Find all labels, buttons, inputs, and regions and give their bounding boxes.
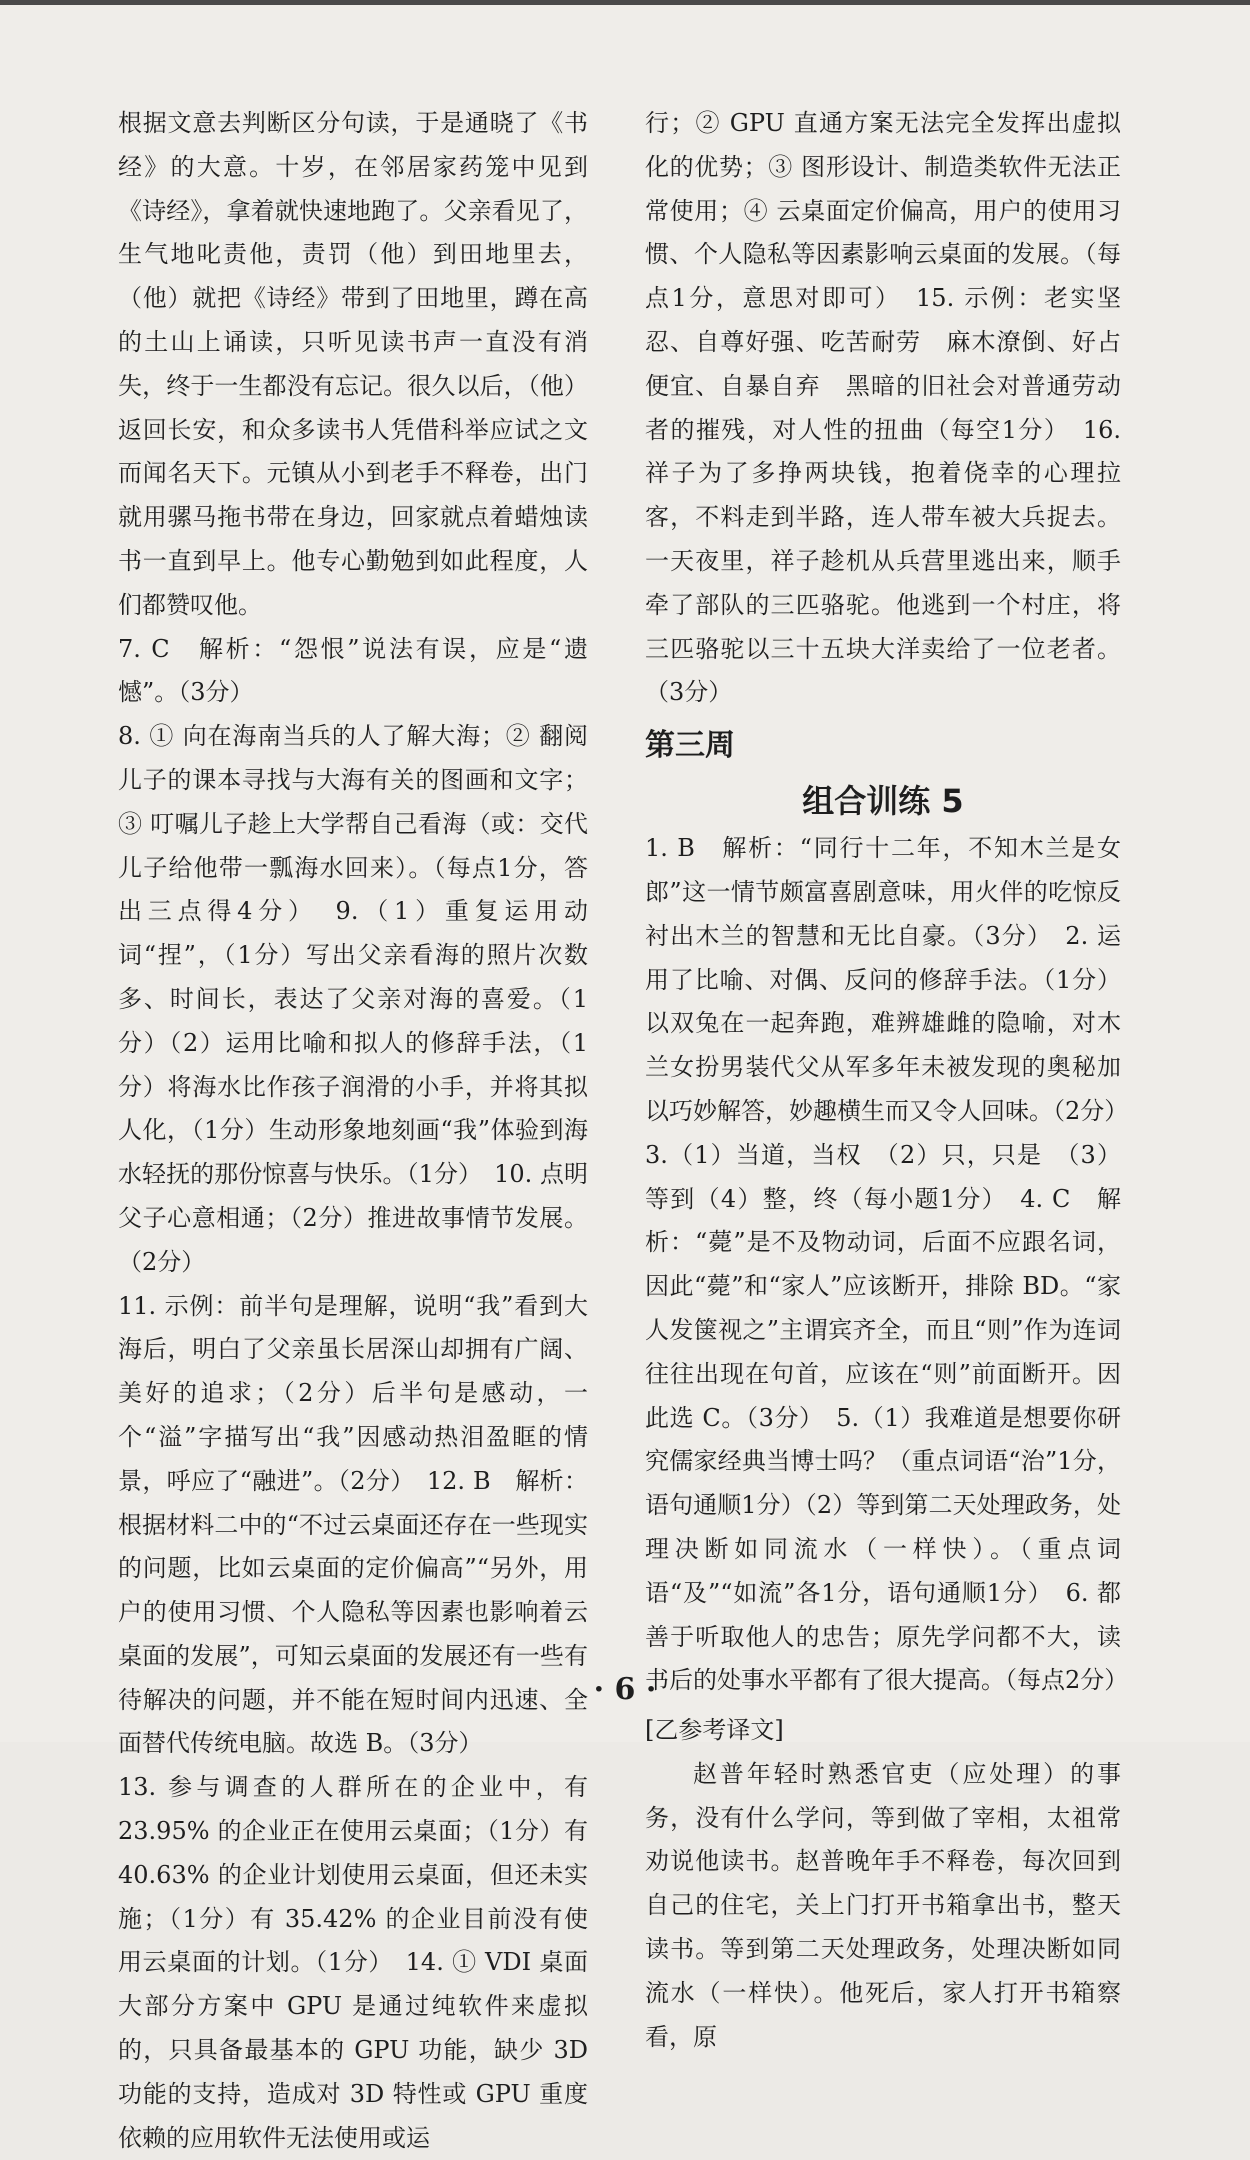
week-heading: 第三周 (645, 728, 735, 764)
left-paragraph-translation-cont: 根据文意去判断区分句读，于是通晓了《书经》的大意。十岁，在邻居家药笼中见到《诗经》，拿着就快速地跑了。父亲看见了，生气地叱责他，责罚（他）到田地里去，（他）就把《诗经》带到了田地里，蹲在高的土山上诵读，只听见读书声一直没有消失，终于一生都没有忘记。很久以后，（他）返回长安，和众多读书人凭借科举应试之文而闻名天下。元镇从小到老手不释卷，出门就用骡马拖书带在身边，回家就点着蜡烛读书一直到早上。他专心勤勉到如此程度，人们都赞叹他。 (118, 109, 588, 619)
answer-7: 7. C 解析：“怨恨”说法有误，应是“遗憾”。（3分） (118, 634, 588, 707)
answer-13-14: 13. 参与调查的人群所在的企业中，有 23.95% 的企业正在使用云桌面；（1分）有 40.63% 的企业计划使用云桌面，但还未实施；（1分）有 35.42% 的企业目前没有使用云桌面的计划。（1分） 14. ① VDI 桌面大部分方案中 GPU 是通过纯软件来虚拟的，只具备最基本的 GPU 功能，缺少 3D 功能的支持，造成对 3D 特性或 GPU 重度依赖的应用软件无法使用或运 (118, 1773, 588, 2152)
answer-8-10: 8. ① 向在海南当兵的人了解大海；② 翻阅儿子的课本寻找与大海有关的图画和文字；③ 叮嘱儿子趁上大学帮自己看海（或：交代儿子给他带一瓢海水回来）。（每点1分，答出三点得4分） 9.（1）重复运用动词“捏”，（1分）写出父亲看海的照片次数多、时间长，表达了父亲对海的喜爱。（1分）（2）运用比喻和拟人的修辞手法，（1分）将海水比作孩子润滑的小手，并将其拟人化，（1分）生动形象地刻画“我”体验到海水轻抚的那份惊喜与快乐。（1分） 10. 点明父子心意相通；（2分）推进故事情节发展。（2分） (118, 722, 588, 1276)
top-rule (0, 0, 1250, 5)
answer-1-2: 1. B 解析：“同行十二年，不知木兰是女郎”这一情节颇富喜剧意味，用火伴的吃惊反衬出木兰的智慧和无比自豪。（3分） 2. 运用了比喻、对偶、反问的修辞手法。（1分）以双兔在一起奔跑，难辨雄雌的隐喻，对木兰女扮男装代父从军多年未被发现的奥秘加以巧妙解答，妙趣横生而又令人回味。（2分） (645, 834, 1129, 1125)
answer-14-16: 行；② GPU 直通方案无法完全发挥出虚拟化的优势；③ 图形设计、制造类软件无法正常使用；④ 云桌面定价偏高，用户的使用习惯、个人隐私等因素影响云桌面的发展。（每点1分，意思对即可） 15. 示例：老实坚忍、自尊好强、吃苦耐劳 麻木潦倒、好占便宜、自暴自弃 黑暗的旧社会对普通劳动者的摧残，对人性的扭曲（每空1分） 16. 祥子为了多挣两块钱，抱着侥幸的心理拉客，不料走到半路，连人带车被大兵捉去。一天夜里，祥子趁机从兵营里逃出来，顺手牵了部队的三匹骆驼。他逃到一个村庄，将三匹骆驼以三十五块大洋卖给了一位老者。（3分） (645, 109, 1121, 707)
section-heading: 组合训练 5 (802, 782, 964, 821)
answer-11-12: 11. 示例：前半句是理解，说明“我”看到大海后，明白了父亲虽长居深山却拥有广阔、美好的追求；（2分）后半句是感动，一个“溢”字描写出“我”因感动热泪盈眶的情景，呼应了“融进”。（2分） 12. B 解析：根据材料二中的“不过云桌面还存在一些现实的问题，比如云桌面的定价偏高”“另外，用户的使用习惯、个人隐私等因素也影响着云桌面的发展”，可知云桌面的发展还有一些有待解决的问题，并不能在短时间内迅速、全面替代传统电脑。故选 B。（3分） (118, 1291, 588, 1758)
answer-3-6: 3.（1）当道，当权 （2）只，只是 （3）等到（4）整，终（每小题1分） 4. C 解析：“薨”是不及物动词，后面不应跟名词，因此“薨”和“家人”应该断开，排除 BD。“家人发箧视之”主谓宾齐全，而且“则”作为连词往往出现在句首，应该在“则”前面断开。因此选 C。（3分） 5.（1）我难道是想要你研究儒家经典当博士吗？（重点词语“治”1分，语句通顺1分）（2）等到第二天处理政务，处理决断如同流水（一样快）。（重点词语“及”“如流”各1分，语句通顺1分） 6. 都善于听取他人的忠告；原先学问都不大，读书后的处事水平都有了很大提高。（每点2分） (645, 1140, 1129, 1695)
right-column (645, 102, 1129, 2059)
translation-body: 赵普年轻时熟悉官吏（应处理）的事务，没有什么学问，等到做了宰相，太祖常劝说他读书。赵普晚年手不释卷，每次回到自己的住宅，关上门打开书箱拿出书，整天读书。等到第二天处理政务，处理决断如同流水（一样快）。他死后，家人打开书箱察看，原 (645, 1759, 1121, 2051)
left-column (118, 102, 588, 2160)
page-number: · 6 · (593, 1672, 657, 1707)
translation-title: [乙参考译文] (645, 1716, 784, 1745)
